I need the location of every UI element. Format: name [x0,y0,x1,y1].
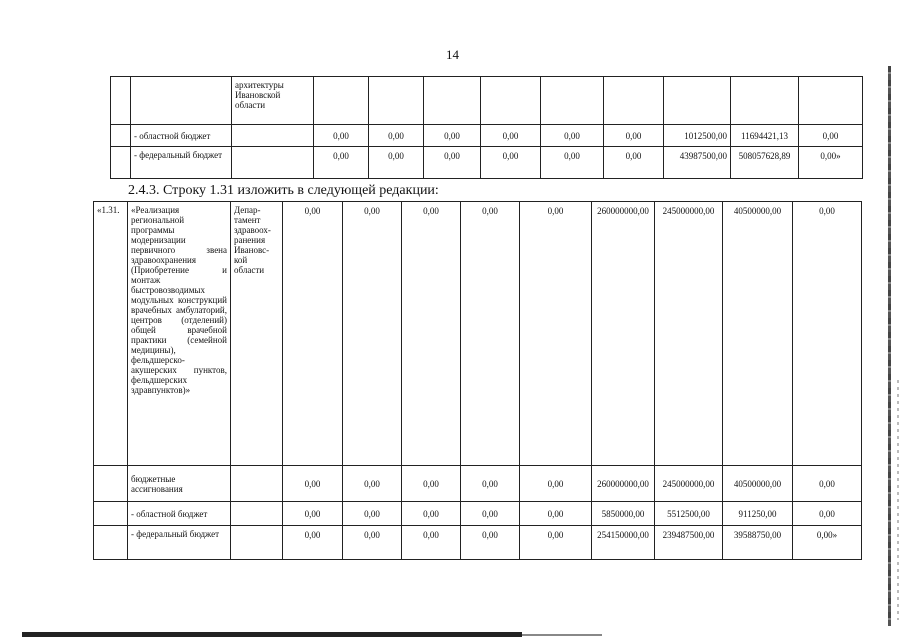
amendment-text: 2.4.3. Строку 1.31 изложить в следующей редакции: [128,183,439,198]
name-cell: - федеральный бюджет [128,526,231,560]
value-cell: 0,00 [314,125,369,147]
budget-table-row-1-31 [93,201,862,560]
scan-edge-artifact [888,66,891,626]
value-cell: 0,00 [283,202,343,466]
value-cell: 5512500,00 [655,502,723,526]
table-row [111,147,863,179]
name-cell: - федеральный бюджет [131,147,232,179]
executor-cell: Депар-тамент здравоох-ранения Ивановс-кой области [231,202,283,466]
value-cell: 0,00 [793,466,862,502]
value-cell: 260000000,00 [592,202,655,466]
value-cell: 0,00» [793,526,862,560]
value-cell: 0,00 [793,502,862,526]
value-cell: 0,00 [541,125,604,147]
value-cell: 1012500,00 [664,125,731,147]
value-cell: 0,00 [520,502,592,526]
value-cell: 0,00 [424,125,481,147]
value-cell: 0,00 [604,147,664,179]
value-cell: 0,00 [283,526,343,560]
value-cell: 0,00 [604,125,664,147]
value-cell: 0,00 [424,147,481,179]
value-cell: 0,00 [799,125,863,147]
value-cell: 0,00 [343,526,402,560]
value-cell: 0,00 [461,466,520,502]
name-cell [131,77,232,125]
row-number-cell: «1.31. [94,202,128,466]
value-cell: 11694421,13 [731,125,799,147]
value-cell: 0,00 [402,466,461,502]
value-cell: 0,00 [793,202,862,466]
value-cell: 0,00 [283,466,343,502]
table-row [94,526,862,560]
table-row [94,466,862,502]
value-cell: 0,00 [520,466,592,502]
value-cell: 0,00 [402,502,461,526]
value-cell: 0,00 [314,147,369,179]
scan-bottom-edge [22,632,522,637]
value-cell: 0,00 [402,202,461,466]
executor-cell: архитектуры Ивановской области [232,77,314,125]
table-row [94,202,862,466]
value-cell: 0,00 [369,147,424,179]
value-cell: 0,00 [461,526,520,560]
value-cell: 43987500,00 [664,147,731,179]
value-cell: 0,00 [343,466,402,502]
value-cell: 0,00 [461,502,520,526]
value-cell: 0,00 [343,502,402,526]
value-cell: 245000000,00 [655,466,723,502]
value-cell: 5850000,00 [592,502,655,526]
value-cell: 0,00 [461,202,520,466]
value-cell: 254150000,00 [592,526,655,560]
value-cell: 40500000,00 [723,466,793,502]
value-cell: 0,00» [799,147,863,179]
value-cell: 911250,00 [723,502,793,526]
scan-edge-artifact [897,380,899,620]
value-cell: 0,00 [520,526,592,560]
value-cell: 0,00 [343,202,402,466]
value-cell: 245000000,00 [655,202,723,466]
value-cell: 0,00 [541,147,604,179]
value-cell: 0,00 [481,147,541,179]
value-cell: 239487500,00 [655,526,723,560]
value-cell: 260000000,00 [592,466,655,502]
page-number: 14 [446,47,459,62]
program-name-cell: «Реализация региональной программы модернизации первичного звена здравоохранения (Приобретение и монтаж быстровозводимых модульных конструкций врачебных амбулаторий, центров (отделений) общей врачебной практики (семейной медицины), фельдшерско-акушерских пунктов, фельдшерских здравпунктов)» [128,202,231,466]
value-cell: 508057628,89 [731,147,799,179]
table-row [111,77,863,125]
scan-bottom-edge [522,634,602,636]
row-number-cell [111,77,131,125]
value-cell: 0,00 [283,502,343,526]
table-row [94,502,862,526]
value-cell: 39588750,00 [723,526,793,560]
name-cell: бюджетные ассигнования [128,466,231,502]
value-cell: 0,00 [520,202,592,466]
name-cell: - областной бюджет [128,502,231,526]
budget-table-continuation [110,76,863,179]
value-cell: 0,00 [402,526,461,560]
table-row [111,125,863,147]
value-cell: 0,00 [481,125,541,147]
value-cell: 0,00 [369,125,424,147]
value-cell: 40500000,00 [723,202,793,466]
name-cell: - областной бюджет [131,125,232,147]
